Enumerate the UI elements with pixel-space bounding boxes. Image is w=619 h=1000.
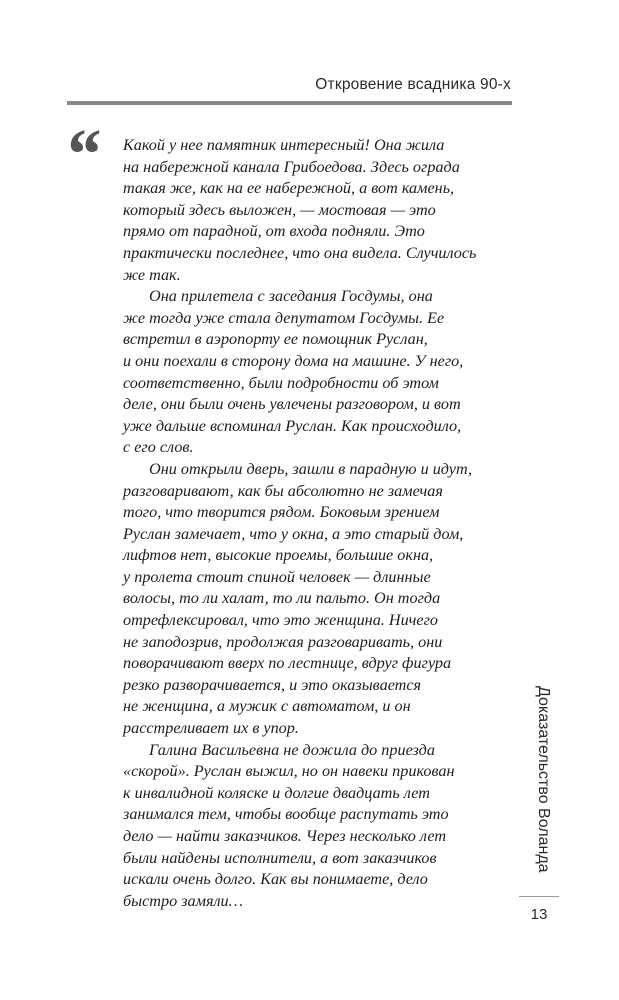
text-line: же так. <box>123 265 181 284</box>
paragraph <box>123 459 523 740</box>
text-line: у пролета стоит спиной человек — длинные <box>123 567 431 586</box>
text-line: быстро замяли… <box>123 891 244 910</box>
text-line: занимался тем, чтобы вообще распутать это <box>123 805 449 824</box>
text-line: уже дальше вспоминал Руслан. Как происходило, <box>123 416 462 435</box>
text-line: были найдены исполнители, а вот заказчиков <box>123 848 437 867</box>
text-line: поворачивают вверх по лестнице, вдруг фигура <box>123 654 452 673</box>
text-line: и они поехали в сторону дома на машине. У него, <box>123 351 464 370</box>
header-rule <box>67 101 512 105</box>
text-line: искали очень долго. Как вы понимаете, дело <box>123 870 428 889</box>
body-text <box>123 135 523 912</box>
text-line: разговаривают, как бы абсолютно не замечая <box>123 481 443 500</box>
text-line: прямо от парадной, от входа подняли. Это <box>123 222 425 241</box>
text-line: не женщина, а мужик с автоматом, и он <box>123 697 411 716</box>
running-head: Откровение всадника 90-х <box>315 76 511 93</box>
text-line: «скорой». Руслан выжил, но он навеки прикован <box>123 762 455 781</box>
text-line: Галина Васильевна не дожила до приезда <box>149 740 435 759</box>
text-line: соответственно, были подробности об этом <box>123 373 439 392</box>
text-line: Руслан замечает, что у окна, а это старый дом, <box>123 524 464 543</box>
text-line: который здесь выложен, — мостовая — это <box>123 200 436 219</box>
text-line: Какой у нее памятник интересный! Она жила <box>123 136 445 154</box>
text-line: не заподозрив, продолжая разговаривать, они <box>123 632 443 651</box>
text-line: резко разворачивается, и это оказывается <box>123 675 422 694</box>
text-line: дело — найти заказчиков. Через несколько лет <box>123 827 447 845</box>
text-line: волосы, то ли халат, то ли пальто. Он тогда <box>123 589 441 608</box>
paragraph <box>123 740 523 913</box>
text-line: Она прилетела с заседания Госдумы, она <box>149 287 433 306</box>
book-title-side: Доказательство Воланда <box>535 686 552 873</box>
text-line: деле, они были очень увлечены разговором, и вот <box>123 395 461 414</box>
text-line: практически последнее, что она видела. Случилось <box>123 243 477 262</box>
paragraph <box>123 135 523 286</box>
text-line: того, что творится рядом. Боковым зрением <box>123 503 440 522</box>
text-line: же тогда уже стала депутатом Госдумы. Ее <box>123 308 445 327</box>
paragraph <box>123 286 523 459</box>
text-line: Они открыли дверь, зашли в парадную и идут, <box>149 459 473 478</box>
page-number: 13 <box>530 906 548 923</box>
text-line: встретил в аэропорту ее помощник Руслан, <box>123 330 428 349</box>
text-line: на набережной канала Грибоедова. Здесь ограда <box>123 157 460 176</box>
text-line: такая же, как на ее набережной, а вот камень, <box>123 179 455 198</box>
text-line: с его слов. <box>123 438 194 457</box>
text-line: расстреливает их в упор. <box>123 719 299 738</box>
quote-mark-icon: “ <box>64 114 100 194</box>
text-line: отрефлексировал, что это женщина. Ничего <box>123 611 438 630</box>
page-number-rule <box>519 896 559 897</box>
text-line: к инвалидной коляске и долгие двадцать лет <box>123 783 430 802</box>
text-line: лифтов нет, высокие проемы, большие окна, <box>123 546 434 565</box>
